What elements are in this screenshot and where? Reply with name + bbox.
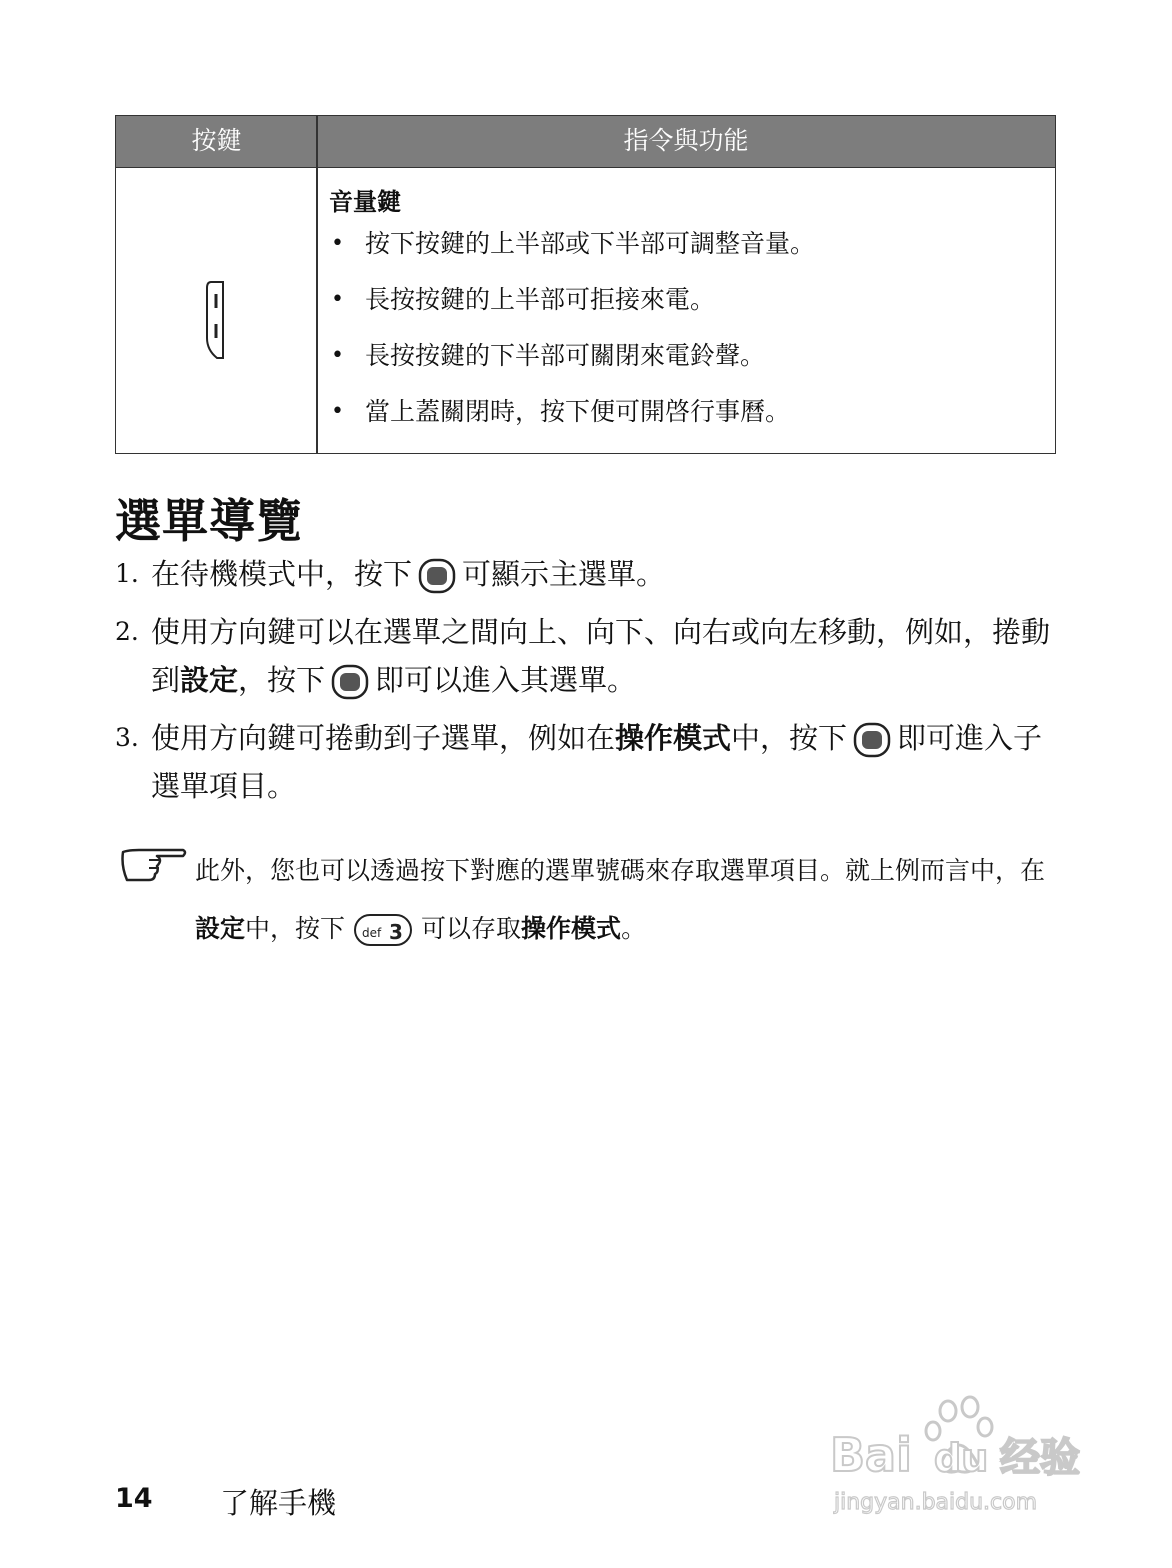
svg-text:经验: 经验 <box>1000 1435 1080 1481</box>
ok-key-icon <box>853 722 891 758</box>
ok-key-icon <box>331 664 369 700</box>
menu-name: 操作模式 <box>615 721 732 755</box>
pointing-hand-icon <box>119 846 189 886</box>
list-item-text: 當上蓋關閉時，按下便可開啓行事曆。 <box>365 397 791 426</box>
bullet: • <box>331 343 344 368</box>
chapter-title: 了解手機 <box>220 1486 337 1520</box>
step-text: ，按下 <box>238 663 326 697</box>
list-item <box>329 394 1035 450</box>
note-text-part: 可以存取 <box>421 914 522 943</box>
bullet: • <box>331 287 344 312</box>
step-text: 即可進入子選單項目。 <box>151 721 1043 803</box>
page-number: 14 <box>115 1483 153 1514</box>
list-item <box>329 226 1035 282</box>
list-item <box>329 338 1035 394</box>
note-text-part: 。 <box>621 914 647 943</box>
function-list <box>329 226 1035 450</box>
key-function-table <box>115 115 1056 454</box>
list-item-text: 長按按鍵的下半部可關閉來電鈴聲。 <box>365 341 766 370</box>
section-title: 選單導覽 <box>115 494 303 548</box>
volume-key-icon <box>203 280 229 360</box>
note-text <box>195 842 1055 958</box>
function-cell <box>329 186 1035 450</box>
header-key: 按鍵 <box>191 126 242 155</box>
step-text: 中，按下 <box>731 721 848 755</box>
step-item <box>115 608 1055 704</box>
header-function: 指令與功能 <box>623 126 749 155</box>
bullet: • <box>331 231 344 256</box>
key-cell <box>116 168 316 453</box>
svg-text:3: 3 <box>389 920 403 944</box>
menu-name: 設定 <box>195 914 246 943</box>
bullet: • <box>331 399 344 424</box>
svg-text:Bai: Bai <box>830 1428 912 1482</box>
step-item <box>115 550 1055 598</box>
step-item <box>115 714 1055 810</box>
step-text: 可顯示主選單。 <box>462 557 666 591</box>
cell-title: 音量鍵 <box>329 188 401 216</box>
step-text: 使用方向鍵可以在選單之間向上、向下、向右或向左移動，例如，捲動到 <box>151 615 1051 697</box>
steps-list <box>115 550 1055 820</box>
step-text: 使用方向鍵可捲動到子選單，例如在 <box>151 721 616 755</box>
table-header <box>116 116 1055 168</box>
step-number: 1. <box>115 559 139 588</box>
step-number: 2. <box>115 617 139 646</box>
column-divider <box>316 116 318 453</box>
menu-name: 設定 <box>180 663 239 697</box>
list-item-text: 按下按鍵的上半部或下半部可調整音量。 <box>365 229 816 258</box>
key-3-icon <box>353 912 413 948</box>
note-text-part: 此外，您也可以透過按下對應的選單號碼來存取選單項目。就上例而言中，在 <box>195 856 1046 885</box>
list-item <box>329 282 1035 338</box>
svg-text:du: du <box>934 1436 989 1480</box>
ok-key-icon <box>418 558 456 594</box>
svg-text:def: def <box>362 926 382 940</box>
baidu-watermark-logo <box>830 1395 1100 1520</box>
step-text: 在待機模式中，按下 <box>151 557 413 591</box>
menu-name: 操作模式 <box>521 914 622 943</box>
step-number: 3. <box>115 723 139 752</box>
step-text: 即可以進入其選單。 <box>375 663 637 697</box>
svg-text:jingyan.baidu.com: jingyan.baidu.com <box>834 1490 1038 1515</box>
note-text-part: 中，按下 <box>245 914 346 943</box>
list-item-text: 長按按鍵的上半部可拒接來電。 <box>365 285 716 314</box>
